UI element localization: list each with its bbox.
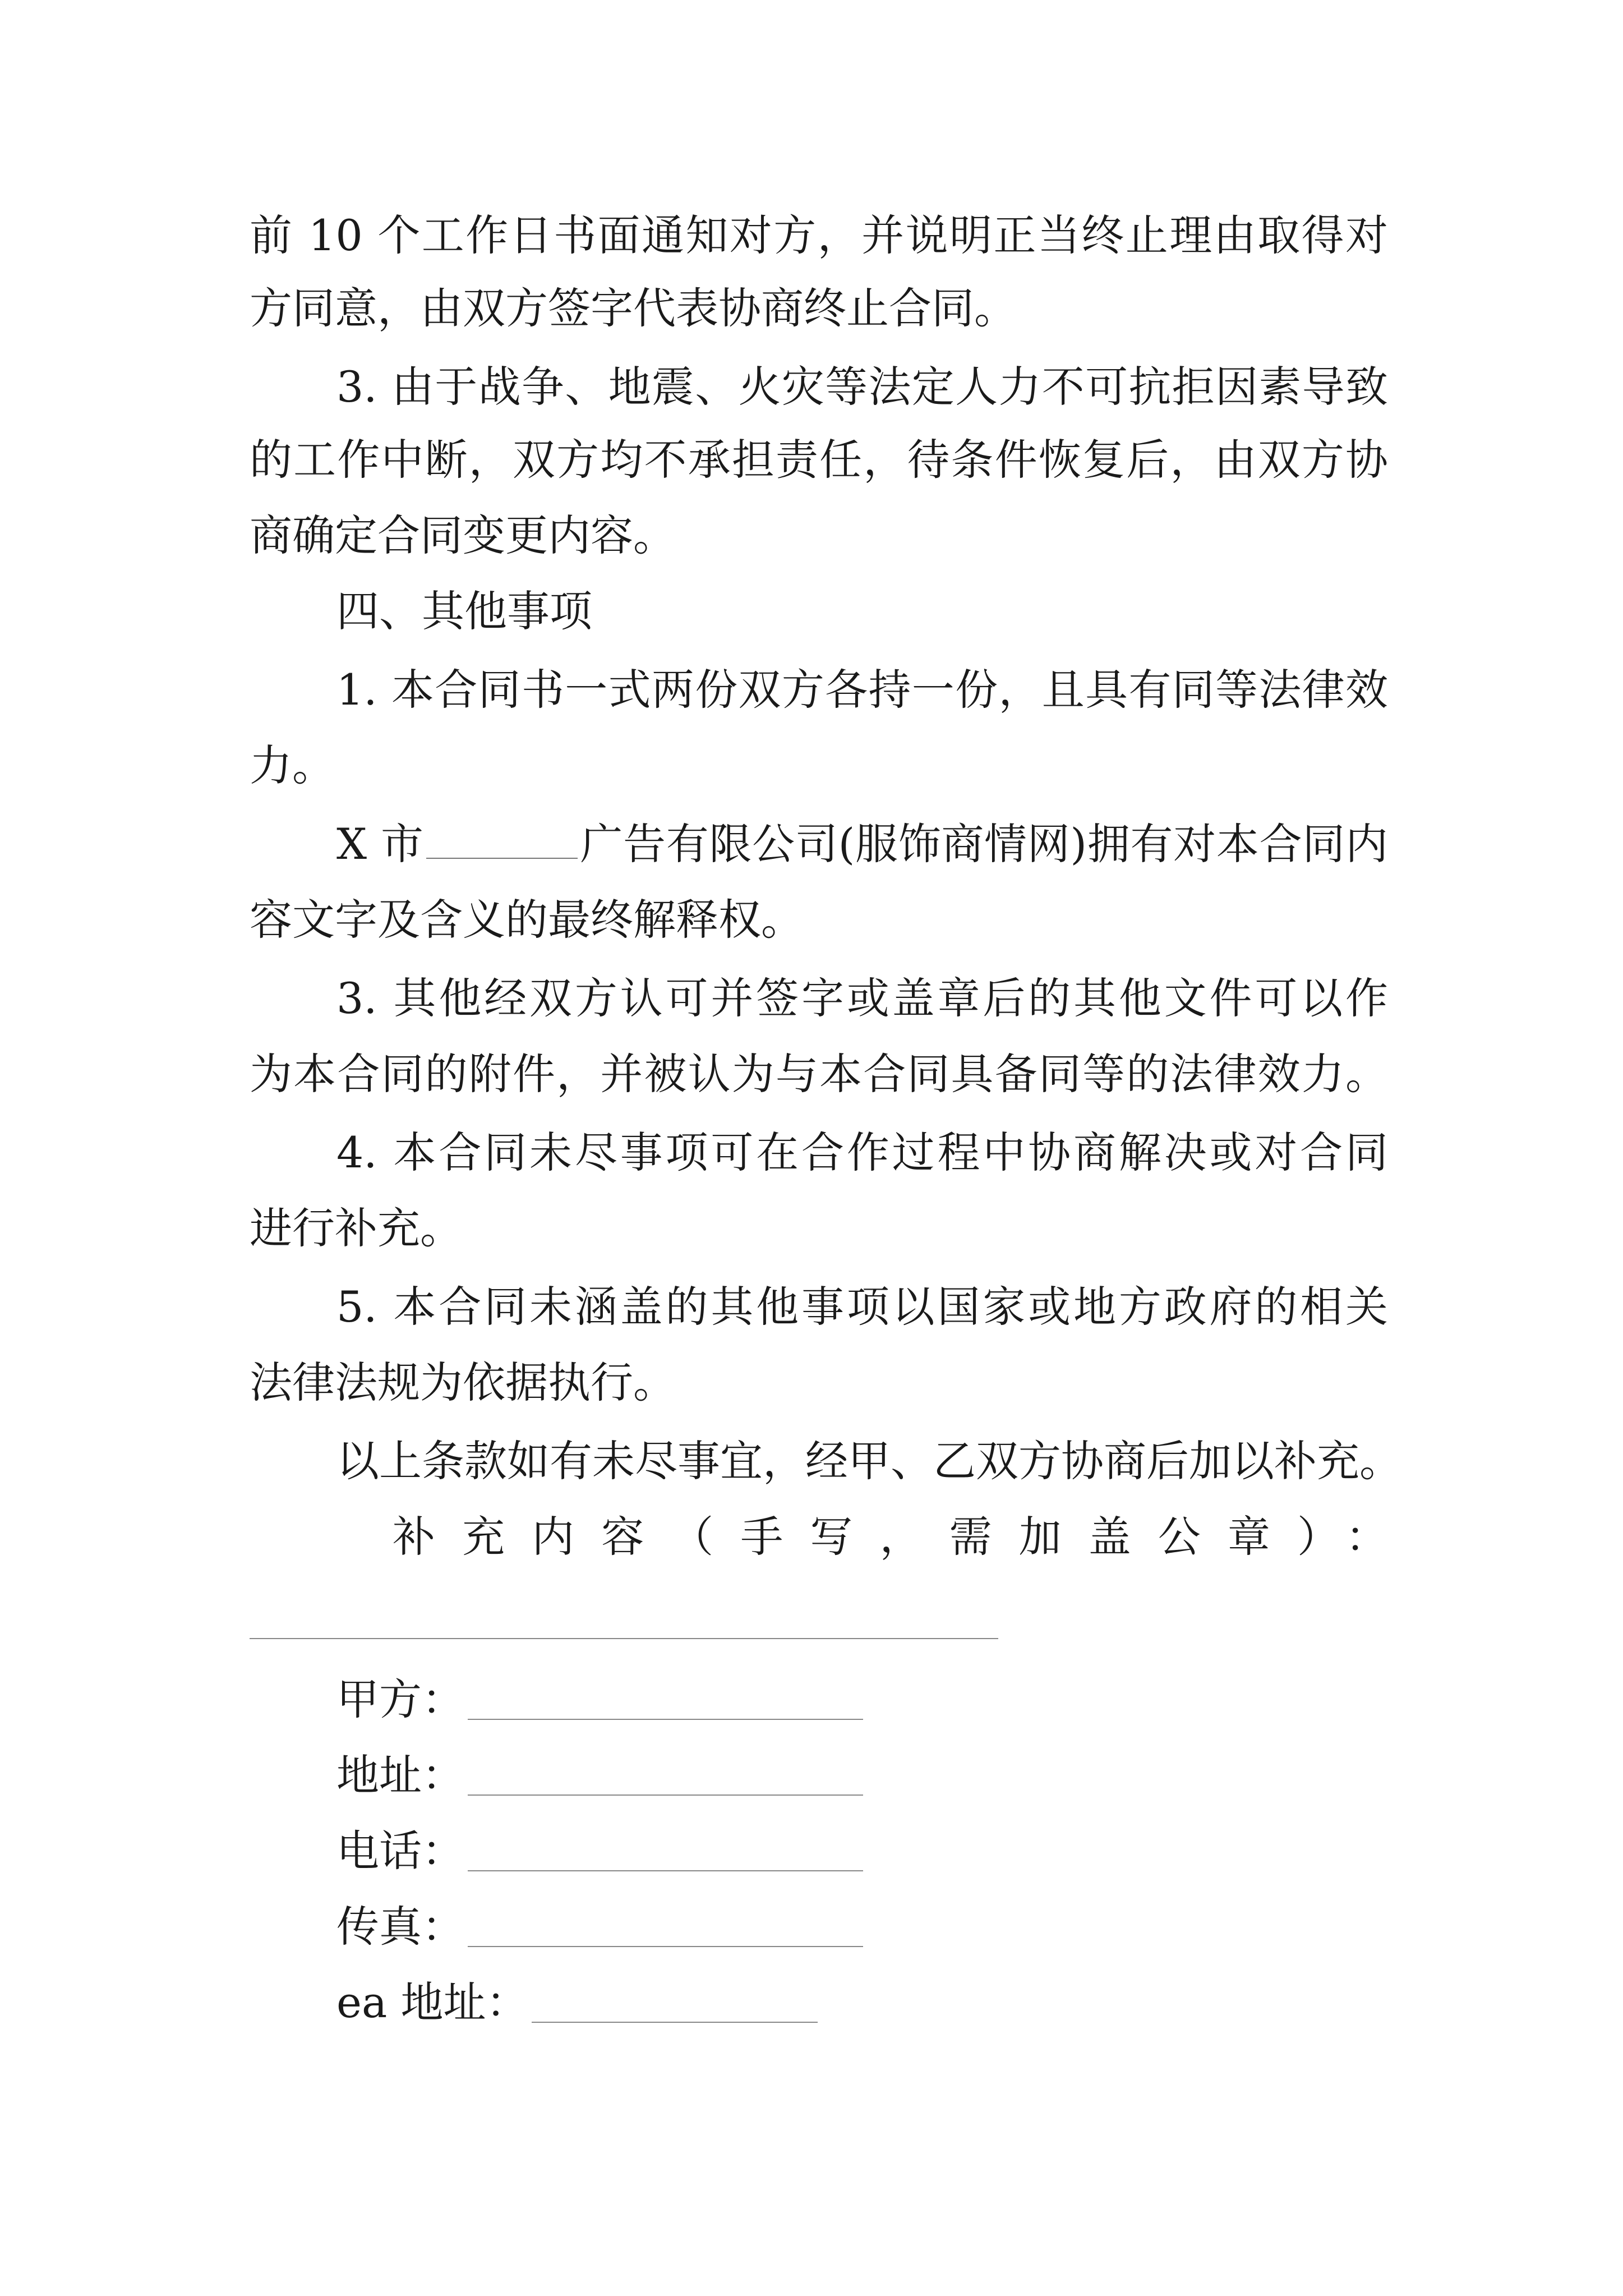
paragraph-line: 为本合同的附件，并被认为与本合同具备同等的法律效力。 [250,1049,1388,1099]
supplement-label: 补充内容（手写，需加盖公章）： [393,1512,1388,1562]
paragraph-line: 容文字及含义的最终解释权。 [250,895,804,945]
paragraph-line: 1. 本合同书一式两份双方各持一份，且具有同等法律效 [336,665,1388,715]
phone-row [336,1823,863,1879]
paragraph-line: 法律法规为依据执行。 [250,1358,676,1407]
paragraph-line: 力。 [250,740,335,790]
phone-label: 电话： [336,1826,464,1876]
paragraph-line: 商确定合同变更内容。 [250,510,676,560]
email-blank [532,1982,818,2023]
address-row [336,1747,863,1803]
email-label: ea 地址： [336,1977,529,2027]
paragraph-line: 4. 本合同未尽事项可在合作过程中协商解决或对合同 [336,1128,1388,1177]
company-text: 广告有限公司(服饰商情网)拥有对本合同内 [579,819,1388,869]
paragraph-line: 方同意，由双方签字代表协商终止合同。 [250,283,1017,333]
fax-label: 传真： [336,1902,464,1952]
paragraph-line: 的工作中断，双方均不承担责任，待条件恢复后，由双方协 [250,435,1388,485]
paragraph-line [336,816,1388,872]
paragraph-line: 以上条款如有未尽事宜，经甲、乙双方协商后加以补充。 [336,1436,1402,1486]
email-row [336,1975,818,2031]
blank-line [426,821,578,859]
paragraph-line: 5. 本合同未涵盖的其他事项以国家或地方政府的相关 [336,1282,1388,1332]
city-prefix: X 市 [336,819,424,869]
paragraph-line: 3. 其他经双方认可并签字或盖章后的其他文件可以作 [336,973,1388,1023]
address-label: 地址： [336,1750,464,1800]
party-a-row [336,1672,863,1728]
paragraph-line: 3. 由于战争、地震、火灾等法定人力不可抗拒因素导致 [336,362,1388,412]
party-a-label: 甲方： [336,1674,464,1724]
paragraph-line: 进行补充。 [250,1203,463,1253]
party-a-blank [468,1680,863,1720]
fax-blank [468,1907,863,1947]
paragraph-line: 前 10 个工作日书面通知对方，并说明正当终止理由取得对 [250,210,1388,260]
fax-row [336,1899,863,1955]
phone-blank [468,1831,863,1871]
address-blank [468,1755,863,1796]
section-heading: 四、其他事项 [336,586,592,636]
supplement-blank-line [250,1638,998,1639]
